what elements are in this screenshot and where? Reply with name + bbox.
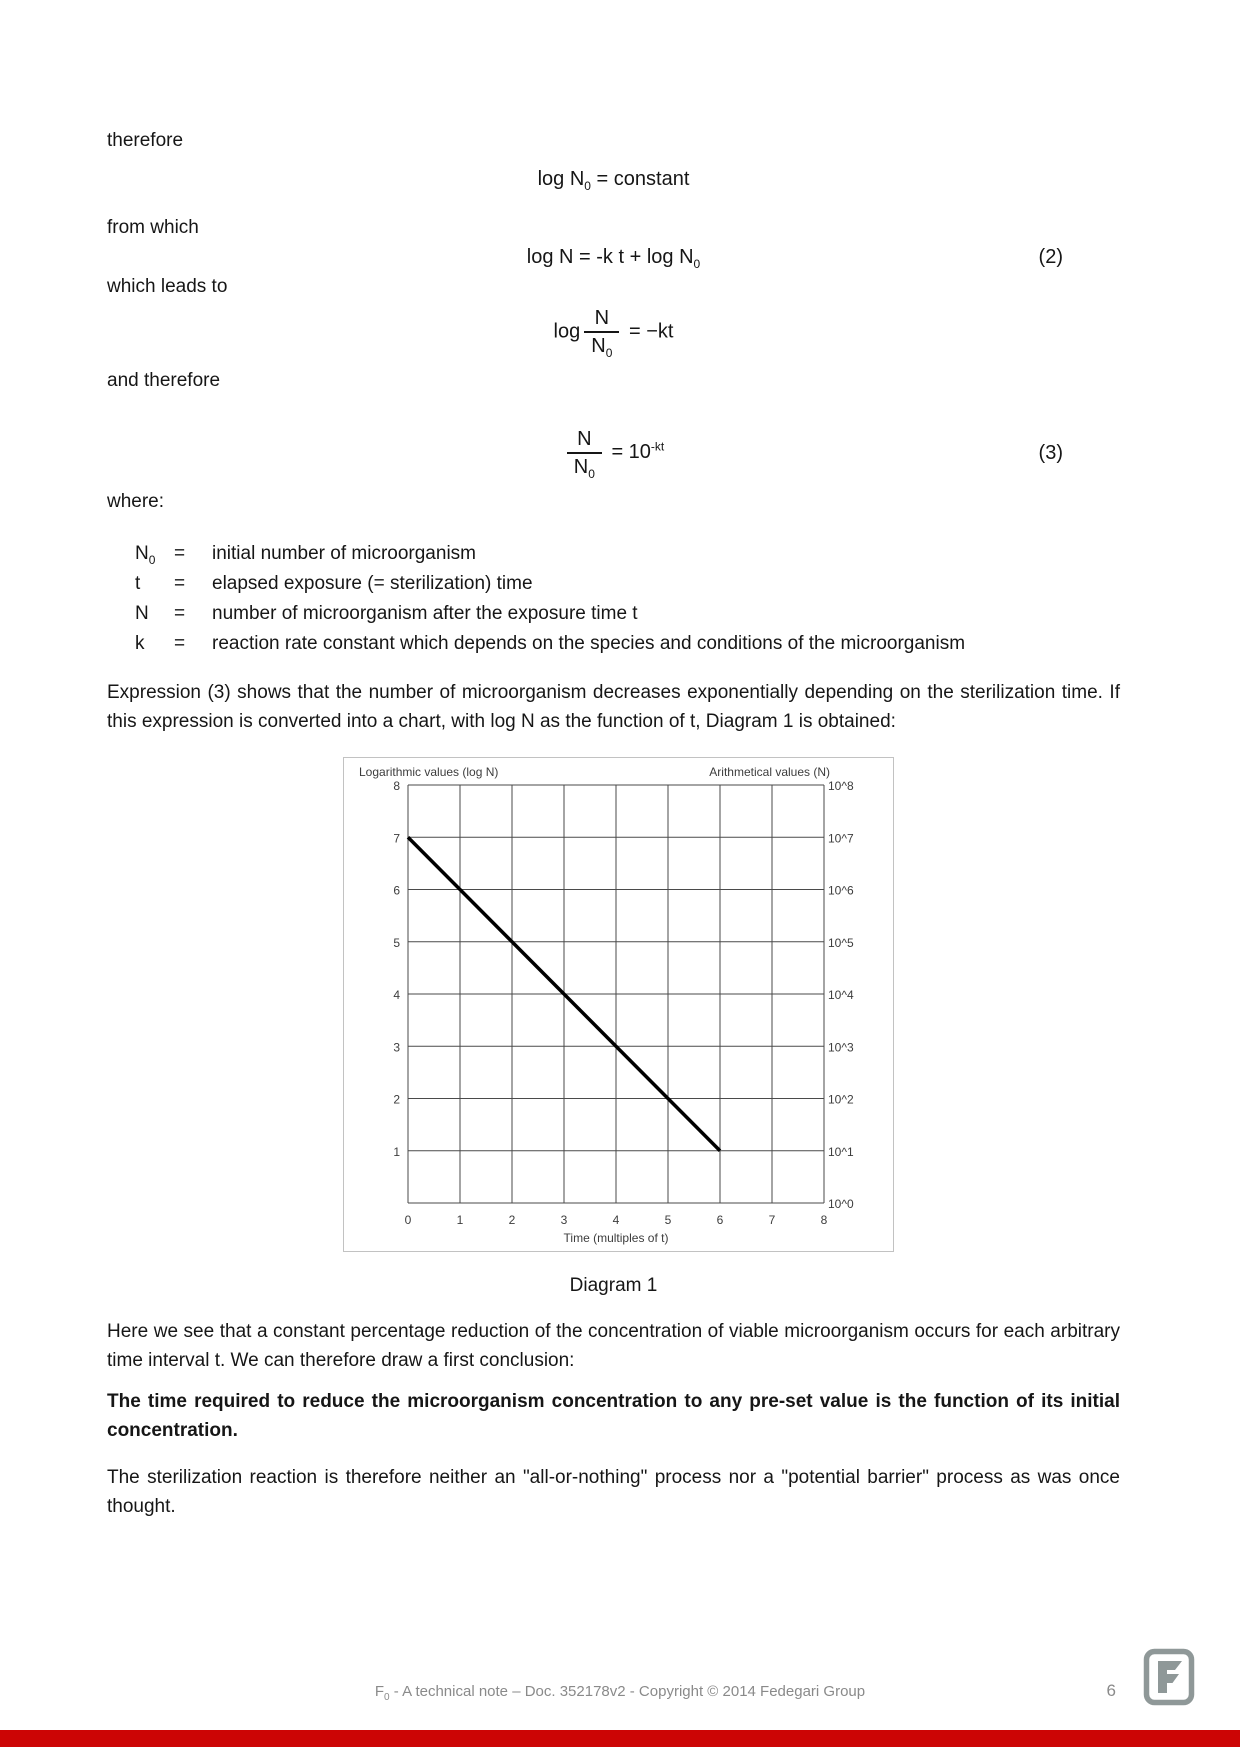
- svg-text:2: 2: [393, 1092, 400, 1107]
- subscript: 0: [384, 1692, 390, 1703]
- logo-f-glyph: [1158, 1661, 1182, 1693]
- svg-text:10^4: 10^4: [828, 988, 854, 1002]
- equals-sign: =: [174, 543, 186, 564]
- fraction: [567, 426, 602, 480]
- subscript: 0: [584, 179, 591, 193]
- fraction-denominator: $N_0$: [584, 331, 619, 359]
- equation-number-3: (3): [1038, 442, 1063, 464]
- svg-text:10^0: 10^0: [828, 1197, 854, 1211]
- sterilization-paragraph: The sterilization reaction is therefore neither an "all-or-nothing" process nor a "potential barrier" process as was once thought.: [107, 1467, 1120, 1517]
- svg-text:10^8: 10^8: [828, 779, 854, 793]
- svg-text:1: 1: [393, 1144, 400, 1159]
- equation-3-row: [107, 426, 1120, 480]
- definition-term: N: [135, 603, 149, 624]
- definition-list: [107, 539, 1120, 659]
- subscript: 0: [148, 552, 156, 567]
- equation-text: log N = -k $t + \log N_0$: [526, 246, 701, 271]
- definition-term: k: [135, 633, 145, 654]
- equation-number-2: (2): [1038, 246, 1063, 268]
- fedegari-logo-icon: [1143, 1648, 1195, 1706]
- bold-conclusion-paragraph: The time required to reduce the microorganism concentration to any pre-set value is the function of its initial concentration.: [107, 1391, 1120, 1441]
- definition-row-n: [107, 599, 1120, 629]
- svg-text:5: 5: [664, 1213, 672, 1227]
- footer-doc-line: $F_0$ - A technical note – Doc. 352178v2 - Copyright © 2014 Fedegari Group: [374, 1683, 866, 1703]
- equation-log-fraction: [107, 305, 1120, 359]
- svg-text:10^5: 10^5: [828, 935, 854, 950]
- equals-sign: =: [174, 603, 186, 624]
- svg-text:10^2: 10^2: [828, 1092, 854, 1107]
- superscript: -kt: [650, 439, 665, 454]
- fraction-numerator: N: [594, 307, 610, 329]
- svg-text:2: 2: [508, 1213, 516, 1227]
- svg-text:10^7: 10^7: [828, 831, 854, 846]
- fraction: [584, 305, 619, 359]
- fraction-denominator: $N_0$: [567, 452, 602, 480]
- svg-text:4: 4: [393, 988, 400, 1002]
- where-label: where:: [107, 491, 165, 512]
- definition-row-t: [107, 569, 1120, 599]
- equation-log-n0-constant: [107, 166, 1120, 192]
- lead-in-which-leads-to: which leads to: [107, 276, 228, 297]
- definition-description: elapsed exposure (= sterilization) time: [212, 573, 533, 594]
- figure-caption: Diagram 1: [569, 1275, 658, 1296]
- definition-row-k: [107, 629, 1120, 659]
- svg-text:0: 0: [404, 1213, 412, 1227]
- lead-in-from-which: from which: [107, 217, 199, 238]
- equation-rhs: = −kt: [628, 320, 674, 343]
- svg-text:Time (multiples of t): Time (multiples of t): [563, 1231, 669, 1245]
- lead-in-therefore: therefore: [107, 130, 184, 151]
- equation-text: $\log N_0$ = constant: [537, 168, 690, 193]
- equation-log-operator: log: [553, 320, 581, 343]
- definition-description: reaction rate constant which depends on the species and conditions of the microorganism: [212, 633, 966, 654]
- definition-description: initial number of microorganism: [212, 543, 476, 564]
- svg-text:Arithmetical values (N): Arithmetical values (N): [709, 765, 830, 779]
- svg-text:10^1: 10^1: [828, 1144, 854, 1159]
- svg-text:7: 7: [393, 831, 400, 846]
- fraction-numerator: N: [577, 428, 592, 450]
- equals-sign: =: [174, 573, 186, 594]
- subscript: 0: [588, 467, 595, 481]
- svg-text:10^3: 10^3: [828, 1040, 854, 1055]
- subscript: 0: [605, 346, 613, 360]
- lead-in-and-therefore: and therefore: [107, 370, 221, 391]
- subscript: 0: [693, 257, 701, 271]
- page-number: 6: [1106, 1681, 1116, 1700]
- definition-description: number of microorganism after the exposure time t: [212, 603, 638, 624]
- svg-text:10^6: 10^6: [828, 883, 854, 898]
- definition-term: $N_0$: [135, 543, 156, 567]
- definition-term: t: [135, 573, 141, 594]
- expression-paragraph: Expression (3) shows that the number of microorganism decreases exponentially depending on the sterilization time. If this expression is converted into a chart, with log N as the function of t, Diagram 1 is obtained:: [107, 682, 1120, 732]
- here-paragraph: Here we see that a constant percentage reduction of the concentration of viable microorganism occurs for each arbitrary time interval t. We can therefore draw a first conclusion:: [107, 1321, 1120, 1371]
- svg-text:8: 8: [820, 1213, 828, 1227]
- svg-text:8: 8: [393, 779, 400, 793]
- equation-rhs: = $10^{-kt}$: [611, 439, 665, 464]
- svg-text:3: 3: [393, 1040, 400, 1055]
- footer-red-bar: [0, 1730, 1240, 1747]
- svg-text:3: 3: [560, 1213, 568, 1227]
- svg-text:4: 4: [612, 1213, 620, 1227]
- svg-text:6: 6: [716, 1213, 724, 1227]
- svg-text:Logarithmic values (log N): Logarithmic values (log N): [359, 765, 499, 779]
- diagram-1-figure: [343, 757, 894, 1252]
- equation-2-row: [107, 244, 1120, 270]
- svg-text:7: 7: [768, 1213, 776, 1227]
- svg-text:1: 1: [456, 1213, 464, 1227]
- svg-text:6: 6: [393, 883, 400, 898]
- diagram-svg: [344, 758, 893, 1251]
- svg-text:5: 5: [393, 935, 400, 950]
- definition-row-n0: [107, 539, 1120, 569]
- equals-sign: =: [174, 633, 186, 654]
